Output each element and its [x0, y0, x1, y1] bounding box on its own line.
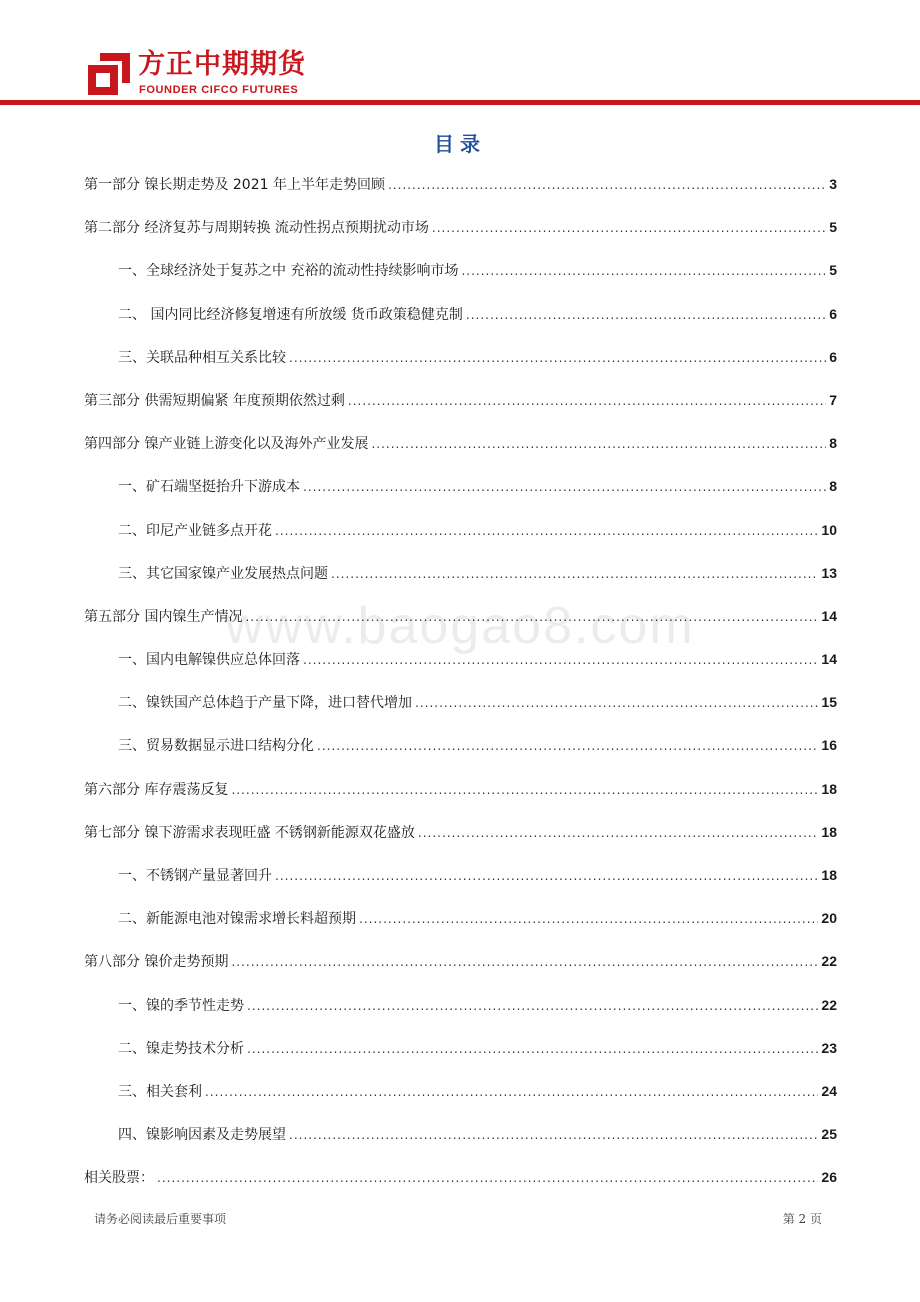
toc-subsection-entry[interactable] [84, 902, 837, 945]
toc-dot-leader [275, 515, 818, 547]
toc-section-entry[interactable] [84, 600, 837, 643]
toc-subsection-entry[interactable] [84, 341, 837, 384]
toc-subsection-entry[interactable] [84, 1032, 837, 1075]
toc-entry-page: 18 [821, 867, 837, 883]
toc-entry-label: 一、全球经济处于复苏之中 充裕的流动性持续影响市场 [118, 263, 459, 280]
toc-title: 目录 [434, 132, 486, 156]
toc-entry-label: 一、镍的季节性走势 [118, 997, 244, 1014]
toc-subsection-entry[interactable] [84, 298, 837, 341]
toc-entry-page: 24 [821, 1082, 837, 1099]
toc-dot-leader [461, 255, 826, 287]
toc-dot-leader [359, 903, 818, 935]
toc-dot-leader [388, 169, 826, 201]
toc-entry-page: 3 [829, 176, 837, 192]
table-of-contents [84, 168, 837, 1205]
brand-name-en: FOUNDER CIFCO FUTURES [139, 84, 299, 96]
toc-entry-label: 一、国内电解镍供应总体回落 [118, 652, 300, 669]
toc-entry-page: 6 [829, 348, 837, 365]
toc-entry-page: 14 [821, 607, 837, 624]
toc-dot-leader [432, 212, 826, 244]
toc-entry-label: 第五部分 国内镍生产情况 [84, 608, 243, 625]
toc-dot-leader [317, 730, 818, 762]
toc-entry-page: 10 [821, 521, 837, 538]
brand-name-cn: 方正中期期货 [138, 49, 306, 80]
toc-subsection-entry[interactable] [84, 254, 837, 297]
toc-section-entry[interactable] [84, 427, 837, 470]
toc-entry-label: 第一部分 镍长期走势及 2021 年上半年走势回顾 [84, 177, 385, 193]
page-number: 第 2 页 [782, 1212, 822, 1226]
toc-section-entry[interactable] [84, 945, 837, 988]
footer-disclaimer: 请务必阅读最后重要事项 [94, 1212, 227, 1226]
toc-entry-label: 三、相关套利 [118, 1083, 202, 1100]
toc-entry-page: 23 [821, 1039, 837, 1056]
toc-entry-page: 26 [821, 1169, 837, 1186]
toc-entry-label: 二、新能源电池对镍需求增长料超预期 [118, 911, 356, 928]
toc-entry-page: 18 [821, 780, 837, 797]
toc-subsection-entry[interactable] [84, 470, 837, 513]
founder-logo-icon [88, 53, 130, 95]
toc-entry-page: 18 [821, 823, 837, 840]
toc-dot-leader [303, 471, 826, 503]
toc-dot-leader [289, 1119, 818, 1151]
toc-subsection-entry[interactable] [84, 643, 837, 686]
toc-section-entry[interactable] [84, 384, 837, 427]
toc-subsection-entry[interactable] [84, 1075, 837, 1118]
toc-dot-leader [157, 1162, 818, 1194]
toc-entry-page: 5 [829, 219, 837, 236]
toc-dot-leader [275, 860, 818, 892]
toc-dot-leader [247, 990, 818, 1022]
toc-entry-page: 8 [829, 435, 837, 452]
toc-subsection-entry[interactable] [84, 1118, 837, 1161]
toc-dot-leader [231, 774, 818, 806]
toc-entry-label: 相关股票： [84, 1170, 154, 1187]
toc-subsection-entry[interactable] [84, 989, 837, 1032]
watermark: www.baogao8.com [225, 597, 695, 655]
toc-entry-label: 二、镍铁国产总体趋于产量下降，进口替代增加 [118, 695, 412, 712]
toc-entry-page: 7 [829, 391, 837, 408]
toc-subsection-entry[interactable] [84, 686, 837, 729]
toc-subsection-entry[interactable] [84, 859, 837, 902]
toc-entry-label: 第六部分 库存震荡反复 [84, 781, 229, 798]
toc-subsection-entry[interactable] [84, 514, 837, 557]
toc-dot-leader [418, 817, 819, 849]
toc-entry-page: 5 [829, 262, 837, 279]
toc-section-entry[interactable] [84, 211, 837, 254]
toc-section-entry[interactable] [84, 816, 837, 859]
toc-entry-label: 第四部分 镍产业链上游变化以及海外产业发展 [84, 436, 369, 453]
toc-entry-page: 15 [821, 694, 837, 711]
toc-entry-label: 第二部分 经济复苏与周期转换 流动性拐点预期扰动市场 [84, 220, 429, 237]
toc-entry-page: 20 [821, 910, 837, 927]
toc-entry-label: 第八部分 镍价走势预期 [84, 954, 229, 971]
toc-dot-leader [466, 299, 826, 331]
toc-subsection-entry[interactable] [84, 729, 837, 772]
toc-entry-page: 16 [821, 737, 837, 754]
toc-entry-page: 13 [821, 564, 837, 581]
toc-dot-leader [303, 644, 818, 676]
toc-dot-leader [231, 946, 818, 978]
toc-entry-label: 三、贸易数据显示进口结构分化 [118, 738, 314, 755]
toc-entry-page: 22 [821, 953, 837, 970]
page-header [0, 0, 920, 106]
toc-dot-leader [331, 558, 818, 590]
toc-entry-label: 第七部分 镍下游需求表现旺盛 不锈钢新能源双花盛放 [84, 824, 415, 841]
toc-entry-page: 22 [821, 996, 837, 1013]
toc-dot-leader [247, 1033, 818, 1065]
toc-entry-label: 第三部分 供需短期偏紧 年度预期依然过剩 [84, 392, 345, 409]
toc-entry-label: 三、其它国家镍产业发展热点问题 [118, 565, 328, 582]
toc-dot-leader [205, 1076, 818, 1108]
toc-entry-label: 二、 国内同比经济修复增速有所放缓 货币政策稳健克制 [118, 306, 463, 323]
toc-subsection-entry[interactable] [84, 557, 837, 600]
toc-entry-label: 三、关联品种相互关系比较 [118, 349, 286, 366]
toc-entry-label: 一、矿石端坚挺抬升下游成本 [118, 479, 300, 496]
toc-section-entry[interactable] [84, 1161, 837, 1204]
toc-entry-page: 25 [821, 1126, 837, 1143]
toc-dot-leader [371, 428, 826, 460]
toc-dot-leader [289, 342, 826, 374]
toc-entry-label: 一、不锈钢产量显著回升 [118, 868, 272, 884]
toc-entry-label: 四、镍影响因素及走势展望 [118, 1127, 286, 1144]
toc-entry-label: 二、印尼产业链多点开花 [118, 522, 272, 539]
header-divider [0, 100, 920, 105]
toc-entry-page: 14 [821, 651, 837, 668]
toc-section-entry[interactable] [84, 168, 837, 211]
toc-entry-page: 6 [829, 305, 837, 322]
toc-dot-leader [348, 385, 826, 417]
toc-section-entry[interactable] [84, 773, 837, 816]
toc-entry-label: 二、镍走势技术分析 [118, 1040, 244, 1057]
toc-dot-leader [415, 687, 818, 719]
toc-entry-page: 8 [829, 478, 837, 495]
toc-dot-leader [245, 601, 818, 633]
